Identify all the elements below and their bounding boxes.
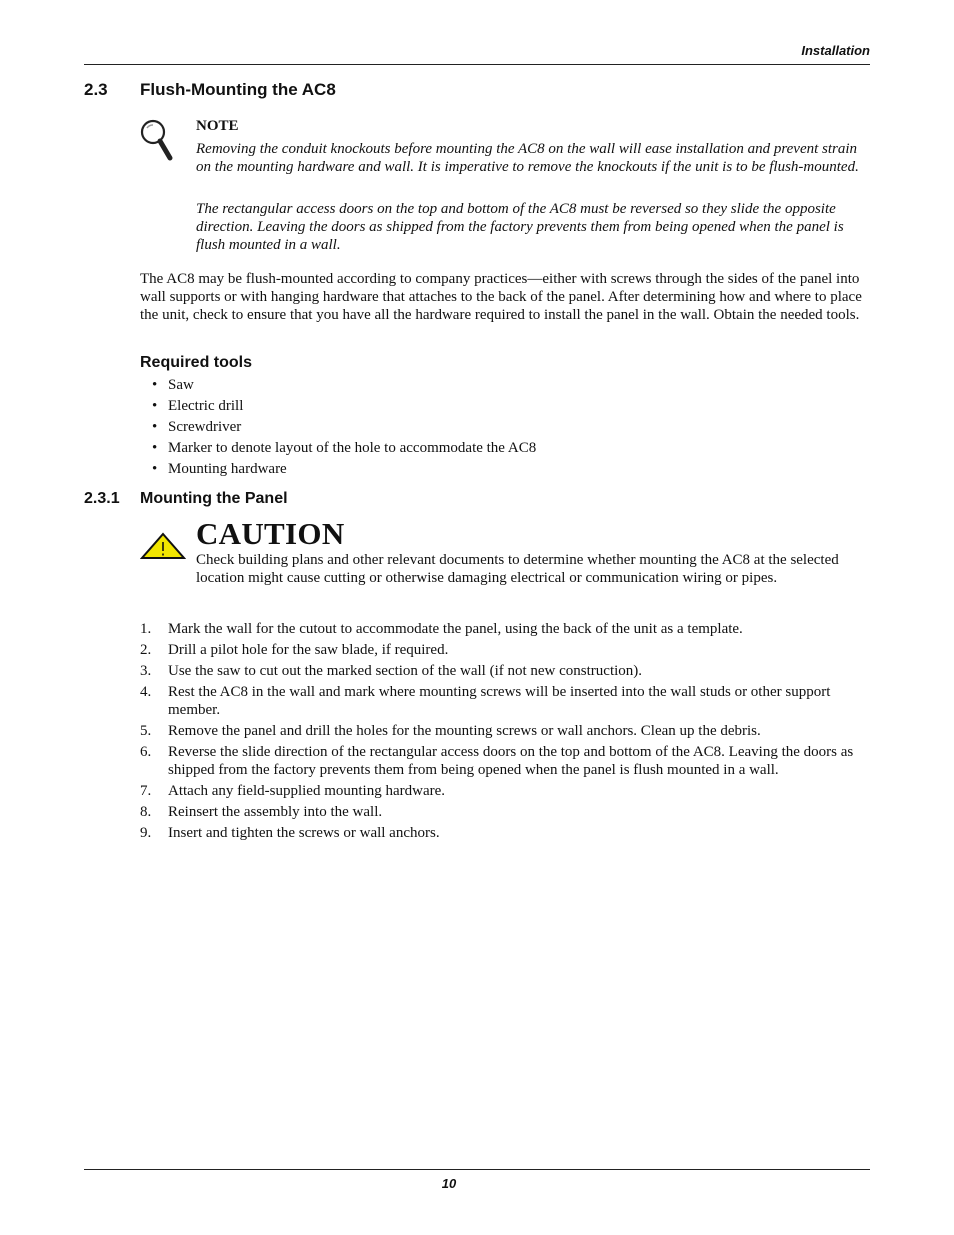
step-text: Insert and tighten the screws or wall anchors. (168, 825, 440, 841)
bullet-glyph: • (152, 419, 158, 435)
list-item (140, 376, 536, 397)
list-item (140, 824, 872, 842)
page-number: 10 (441, 1176, 457, 1191)
step-number: 5. (140, 723, 152, 739)
step-text: Reinsert the assembly into the wall. (168, 804, 383, 820)
step-text: Remove the panel and drill the holes for the mounting screws or wall anchors. Clean up the debris. (168, 723, 761, 739)
step-number: 7. (140, 783, 152, 799)
list-item (140, 397, 536, 418)
page-header-label: Installation (801, 43, 870, 58)
list-item (140, 743, 872, 779)
subsection-number: 2.3.1 (84, 490, 120, 507)
section-number: 2.3 (84, 80, 108, 99)
list-item (140, 439, 536, 460)
mounting-steps-list (140, 620, 872, 845)
list-item (140, 620, 872, 638)
list-item (140, 722, 872, 740)
step-number: 1. (140, 621, 152, 637)
step-number: 3. (140, 663, 152, 679)
step-text: Attach any field-supplied mounting hardware. (168, 783, 446, 799)
note-paragraph-2: The rectangular access doors on the top and bottom of the AC8 must be reversed so they slide the opposite direction. Leaving the doors as shipped from the factory prevents them from being opened when the panel is flush mounted in a wall. (196, 201, 844, 253)
step-text: Mark the wall for the cutout to accommodate the panel, using the back of the unit as a template. (168, 621, 743, 637)
step-text: Reverse the slide direction of the rectangular access doors on the top and bottom of the AC8. Leaving the doors as shipped from the factory prevents them from being opened when the panel is flush mounted in a wall. (168, 744, 854, 778)
list-item-text: Mounting hardware (168, 461, 287, 477)
bullet-glyph: • (152, 440, 158, 456)
caution-title: CAUTION (196, 516, 345, 551)
list-item (140, 460, 536, 481)
step-text: Use the saw to cut out the marked section of the wall (if not new construction). (168, 663, 643, 679)
step-number: 6. (140, 744, 152, 760)
list-item-text: Electric drill (168, 398, 244, 414)
header-rule (84, 64, 870, 65)
caution-text: Check building plans and other relevant documents to determine whether mounting the AC8 at the selected location might cause cutting or otherwise damaging electrical or communication wiring or pipes. (196, 552, 839, 586)
list-item-text: Marker to denote layout of the hole to accommodate the AC8 (168, 440, 537, 456)
intro-paragraph: The AC8 may be flush-mounted according to company practices—either with screws through the sides of the panel into wall supports or with hanging hardware that attaches to the back of the panel. After determining how and where to place the unit, check to ensure that you have all the hardware required to install the panel in the wall. Obtain the needed tools. (140, 271, 862, 323)
step-text: Drill a pilot hole for the saw blade, if required. (168, 642, 449, 658)
warning-triangle-icon (140, 532, 186, 560)
section-title: Flush-Mounting the AC8 (140, 80, 336, 99)
bullet-glyph: • (152, 398, 158, 414)
footer-rule (84, 1169, 870, 1170)
step-number: 4. (140, 684, 152, 700)
note-paragraph-1: Removing the conduit knockouts before mounting the AC8 on the wall will ease installation and prevent strain on the mounting hardware and wall. It is imperative to remove the knockouts if the unit is to be flush-mounted. (196, 141, 859, 175)
list-item (140, 641, 872, 659)
list-item (140, 418, 536, 439)
step-number: 9. (140, 825, 152, 841)
bullet-glyph: • (152, 377, 158, 393)
list-item (140, 683, 872, 719)
note-heading: NOTE (196, 118, 239, 134)
step-text: Rest the AC8 in the wall and mark where mounting screws will be inserted into the wall studs or other support member. (168, 684, 831, 718)
list-item (140, 782, 872, 800)
bullet-glyph: • (152, 461, 158, 477)
magnifier-icon (138, 118, 174, 162)
list-item-text: Screwdriver (168, 419, 242, 435)
list-item (140, 662, 872, 680)
subsection-title: Mounting the Panel (140, 490, 288, 507)
required-tools-title: Required tools (140, 354, 253, 371)
step-number: 8. (140, 804, 152, 820)
required-tools-list (140, 376, 536, 481)
list-item (140, 803, 872, 821)
list-item-text: Saw (168, 377, 194, 393)
step-number: 2. (140, 642, 152, 658)
